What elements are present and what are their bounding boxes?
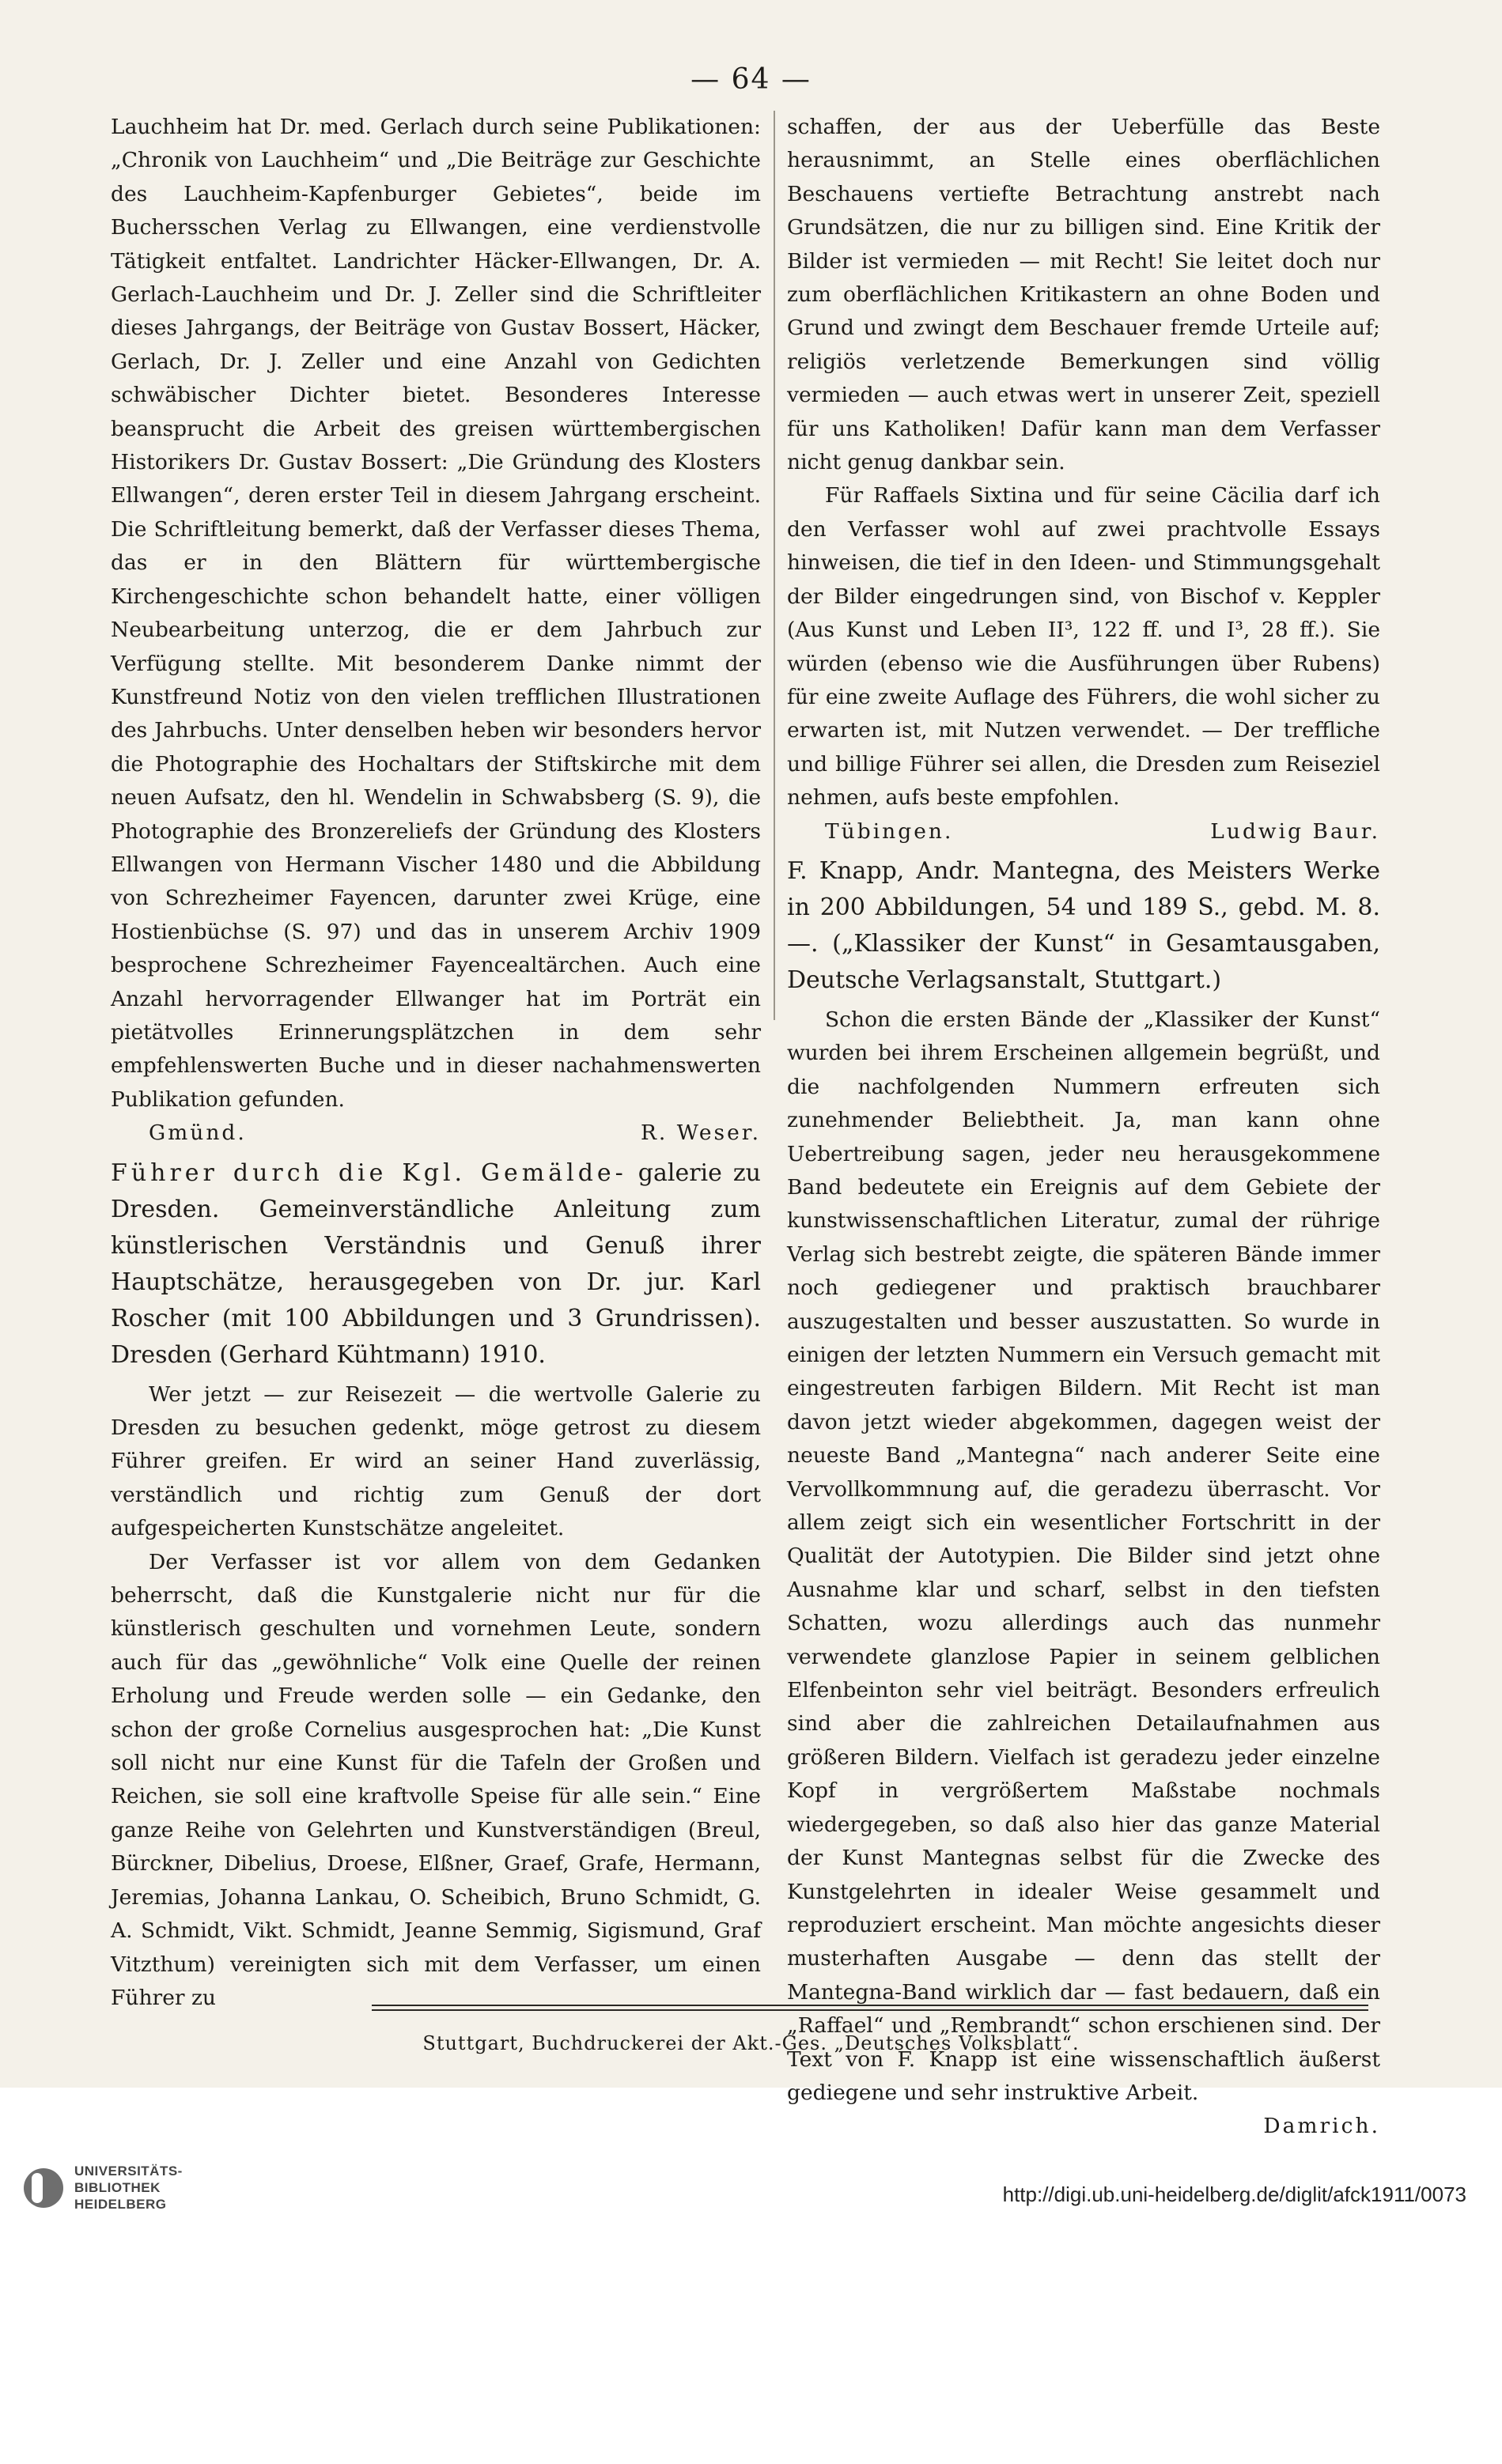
signature-author: Ludwig Baur.: [1210, 818, 1380, 844]
signature-place: Tübingen.: [825, 818, 954, 844]
library-emblem-icon: [24, 2168, 63, 2208]
printer-imprint: Stuttgart, Buchdruckerei der Akt.-Ges. „Deutsches Volksblatt“.: [422, 2032, 1080, 2054]
review2-paragraph: Für Raffaels Sixtina und für seine Cäcilia darf ich den Verfasser wohl auf zwei prachtvolle Essays hinweisen, die tief in den Ideen- und Stimmungsgehalt der Bilder eingedrungen sind, von Bischof v. Keppler (Aus Kunst und Leben II³, 122 ff. und I³, 28 ff.). Sie würden (ebenso wie die Ausführungen über Rubens) für eine zweite Auflage des Führers, die wohl sicher zu erwarten ist, mit Nutzen verwendet. — Der treffliche und billige Führer sei allen, die Dresden zum Reiseziel nehmen, aufs beste empfohlen.: [787, 483, 1380, 811]
left-column: [111, 111, 761, 2015]
column-divider: [774, 111, 775, 1020]
review1-signature: [111, 1117, 761, 1150]
review2-heading-lead: Führer durch die Kgl. Gemälde-: [111, 1158, 627, 1187]
review2-heading: [111, 1155, 761, 1374]
signature-place: Gmünd.: [149, 1121, 247, 1146]
footer-rule: [372, 2005, 1368, 2006]
source-url[interactable]: http://digi.ub.uni-heidelberg.de/diglit/afck1911/0073: [1002, 2182, 1466, 2206]
logo-line: HEIDELBERG: [74, 2197, 167, 2212]
signature-author: Damrich.: [1263, 2114, 1380, 2139]
review3-paragraph: Schon die ersten Bände der „Klassiker der Kunst“ wurden bei ihrem Erscheinen allgemein begrüßt, und die nachfolgenden Nummern erfreuten sich zunehmender Beliebtheit. Ja, man kann ohne Uebertreibung sagen, jeder neu herausgekommene Band bedeutete ein Ereignis auf dem Gebiete der kunstwissenschaftlichen Literatur, zumal der rührige Verlag sich bestrebt zeigte, die späteren Bände immer noch gediegener und praktisch brauchbarer auszugestalten und besser auszustatten. So wurde in einigen der letzten Nummern ein Versuch gemacht mit eingestreuten farbigen Bildern. Mit Recht ist man davon jetzt wieder abgekommen, dagegen weist der neueste Band „Mantegna“ nach anderer Seite eine Vervollkommnung auf, die geradezu überrascht. Vor allem zeigt sich ein wesentlicher Fortschritt in der Qualität der Autotypien. Die Bilder sind jetzt ohne Ausnahme klar und scharf, selbst in den tiefsten Schatten, wozu allerdings auch das nunmehr verwendete glanzlose Papier in seinem gelblichen Elfenbeinton sehr viel beiträgt. Besonders erfreulich sind aber die zahlreichen Detailaufnahmen aus größeren Bildern. Vielfach ist geradezu jeder einzelne Kopf in vergrößertem Maßstabe nochmals wiedergegeben, so daß also hier das ganze Material der Kunst Mantegnas selbst für die Zwecke des Kunstgelehrten in idealer Weise gesammelt und reproduziert erscheint. Man möchte angesichts dieser musterhaften Ausgabe — denn das stellt der Mantegna-Band wirklich dar — fast bedauern, daß ein „Raffael“ und „Rembrandt“ schon erschienen sind. Der Text von F. Knapp ist eine wissenschaftlich äußerst gediegene und sehr instruktive Arbeit.: [787, 1007, 1380, 2105]
page-number: — 64 —: [690, 63, 812, 96]
review3-heading: F. Knapp, Andr. Mantegna, des Meisters Werke in 200 Abbildungen, 54 und 189 S., gebd. M. 8.—. („Klassiker der Kunst“ in Gesamtausgaben, Deutsche Verlagsanstalt, Stuttgart.): [787, 856, 1380, 994]
right-column: [787, 111, 1380, 2144]
logo-line: BIBLIOTHEK: [74, 2180, 161, 2195]
review2-continuation: schaffen, der aus der Ueberfülle das Beste herausnimmt, an Stelle eines oberflächlichen Beschauens vertiefte Betrachtung anstrebt nach Grundsätzen, die nur zu billigen sind. Eine Kritik der Bilder ist vermieden — mit Recht! Sie leitet doch nur zum oberflächlichen Kritikastern an ohne Boden und Grund und zwingt dem Beschauer fremde Urteile auf; religiös verletzende Bemerkungen sind völlig vermieden — auch etwas wert in unserer Zeit, speziell für uns Katholiken! Dafür kann man dem Verfasser nicht genug dankbar sein.: [787, 115, 1380, 475]
review1-continuation: Lauchheim hat Dr. med. Gerlach durch seine Publikationen: „Chronik von Lauchheim“ und „Die Beiträge zur Geschichte des Lauchheim-Kapfenburger Gebietes“, beide im Buchersschen Verlag zu Ellwangen, eine verdienstvolle Tätigkeit entfaltet. Landrichter Häcker-Ellwangen, Dr. A. Gerlach-Lauchheim und Dr. J. Zeller sind die Schriftleiter dieses Jahrgangs, der Beiträge von Gustav Bossert, Häcker, Gerlach, Dr. J. Zeller und eine Anzahl von Gedichten schwäbischer Dichter bietet. Besonderes Interesse beansprucht die Arbeit des greisen württembergischen Historikers Dr. Gustav Bossert: „Die Gründung des Klosters Ellwangen“, deren erster Teil in diesem Jahrgang erscheint. Die Schriftleitung bemerkt, daß der Verfasser dieses Thema, das er in den Blättern für württembergische Kirchengeschichte schon behandelt hatte, einer völligen Neubearbeitung unterzog, die er dem Jahrbuch zur Verfügung stellte. Mit besonderem Danke nimmt der Kunstfreund Notiz von den vielen trefflichen Illustrationen des Jahrbuchs. Unter denselben heben wir besonders hervor die Photographie des Hochaltars der Stiftskirche mit dem neuen Aufsatz, den hl. Wendelin in Schwabsberg (S. 9), die Photographie des Bronzereliefs der Gründung des Klosters Ellwangen von Hermann Vischer 1480 und die Abbildung von Schrezheimer Fayencen, darunter zwei Krüge, eine Hostienbüchse (S. 97) und das in unserem Archiv 1909 besprochene Schrezheimer Fayencealtärchen. Auch eine Anzahl hervorragender Ellwanger hat im Porträt ein pietätvolles Erinnerungsplätzchen in dem sehr empfehlenswerten Buche und in dieser nachahmenswerten Publikation gefunden.: [111, 115, 761, 1112]
library-logo: [24, 2163, 183, 2213]
signature-author: R. Weser.: [640, 1121, 761, 1146]
logo-line: UNIVERSITÄTS-: [74, 2164, 183, 2179]
review3-signature: [787, 2110, 1380, 2143]
review2-paragraph: Der Verfasser ist vor allem von dem Gedanken beherrscht, daß die Kunstgalerie nicht nur für die künstlerisch geschulten und vornehmen Leute, sondern auch für das „gewöhnliche“ Volk eine Quelle der reinen Erholung und Freude werden solle — ein Gedanke, den schon der große Cornelius ausgesprochen hat: „Die Kunst soll nicht nur eine Kunst für die Tafeln der Großen und Reichen, sie soll eine kraftvolle Speise für alle sein.“ Eine ganze Reihe von Gelehrten und Kunstverständigen (Breul, Bürckner, Dibelius, Droese, Elßner, Graef, Grafe, Hermann, Jeremias, Johanna Lankau, O. Scheibich, Bruno Schmidt, G. A. Schmidt, Vikt. Schmidt, Jeanne Semmig, Sigismund, Graf Vitzthum) vereinigten sich mit dem Verfasser, um einen Führer zu: [111, 1549, 761, 2010]
review2-signature: [787, 815, 1380, 848]
review2-paragraph: Wer jetzt — zur Reisezeit — die wertvolle Galerie zu Dresden zu besuchen gedenkt, möge getrost zu diesem Führer greifen. Er wird an seiner Hand zuverlässig, verständlich und richtig zum Genuß der dort aufgespeicherten Kunstschätze angeleitet.: [111, 1381, 761, 1541]
review2-heading-rest: galerie zu Dresden. Gemeinverständliche Anleitung zum künstlerischen Verständnis und Genuß ihrer Hauptschätze, herausgegeben von Dr. jur. Karl Roscher (mit 100 Abbildungen und 3 Grundrissen). Dresden (Gerhard Kühtmann) 1910.: [111, 1158, 761, 1369]
footer-rule: [372, 2009, 1368, 2011]
